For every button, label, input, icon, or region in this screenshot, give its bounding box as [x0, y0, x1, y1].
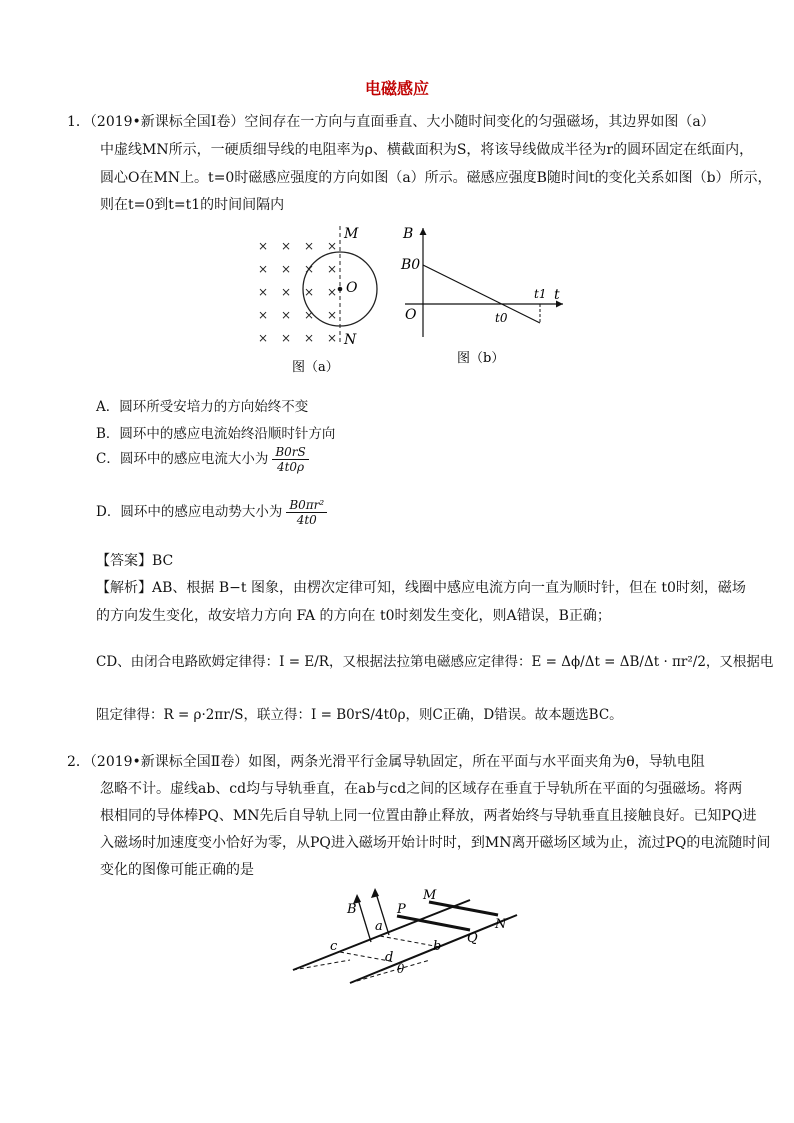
- label-n: N: [495, 917, 507, 932]
- field-cross: ×: [258, 331, 269, 345]
- q1-option-b: B．圆环中的感应电流始终沿顺时针方向: [96, 426, 336, 442]
- ref-left: [293, 960, 350, 970]
- label-p: P: [397, 902, 406, 917]
- figure-a: [250, 222, 380, 377]
- field-cross: ×: [304, 239, 315, 253]
- q2-line-2: 忽略不计。虚线ab、cd均与导轨垂直，在ab与cd之间的区域存在垂直于导轨所在平面的匀强磁场。将两: [100, 781, 743, 797]
- q1-line-2: 中虚线MN所示，一硬质细导线的电阻率为ρ、横截面积为S，将该导线做成半径为r的圆环固定在纸面内，: [100, 142, 754, 158]
- q1-line-4: 则在t=0到t=t1的时间间隔内: [100, 197, 285, 213]
- label-theta: θ: [397, 962, 405, 976]
- q2-line-5: 变化的图像可能正确的是: [100, 862, 254, 878]
- field-arrow-1: [357, 896, 371, 942]
- field-cross: ×: [281, 262, 292, 276]
- label-t0: t0: [495, 311, 508, 325]
- field-cross: ×: [327, 262, 338, 276]
- label-t1: t1: [534, 287, 547, 301]
- label-o: O: [346, 280, 358, 296]
- label-d: d: [385, 950, 394, 965]
- center-point: [338, 287, 343, 292]
- field-cross: ×: [258, 308, 269, 322]
- field-cross: ×: [304, 285, 315, 299]
- label-n: N: [344, 332, 357, 348]
- label-a: a: [375, 919, 383, 934]
- field-cross: ×: [281, 331, 292, 345]
- label-m: M: [423, 888, 437, 903]
- field-cross: ×: [327, 308, 338, 322]
- q1-analysis-4: 阻定律得：R = ρ·2πr/S，联立得：I = B0rS/4t0ρ，则C正确，D错误。故本题选BC。: [96, 707, 623, 723]
- field-cross: ×: [304, 331, 315, 345]
- q1-answer: 【答案】BC: [96, 553, 174, 569]
- q1-option-c: [96, 445, 309, 474]
- option-c-denominator: 4t0ρ: [276, 460, 305, 474]
- field-cross: ×: [304, 308, 315, 322]
- field-cross: ×: [258, 262, 269, 276]
- label-q: Q: [467, 931, 478, 946]
- q1-line-3: 圆心O在MN上。t=0时磁感应强度的方向如图（a）所示。磁感应强度B随时间t的变化关系如图（b）所示，: [100, 170, 772, 186]
- field-cross: ×: [258, 285, 269, 299]
- q1-option-a: A．圆环所受安培力的方向始终不变: [96, 399, 309, 415]
- option-d-numerator: B0πr²: [286, 498, 327, 513]
- figure-b: [395, 222, 570, 372]
- caption-b: 图（b）: [457, 351, 505, 366]
- q1-analysis-1: 【解析】AB、根据 B−t 图象，由楞次定律可知，线圈中感应电流方向一直为顺时针，但在 t0时刻，磁场: [96, 580, 746, 596]
- option-d-fraction: [286, 498, 327, 527]
- label-m: M: [344, 226, 359, 242]
- field-cross: ×: [281, 285, 292, 299]
- field-cross: ×: [304, 262, 315, 276]
- field-cross: ×: [327, 239, 338, 253]
- label-b: B: [403, 226, 414, 242]
- label-b: B: [347, 902, 357, 917]
- field-cross: ×: [327, 331, 338, 345]
- label-o: O: [405, 307, 417, 323]
- field-cross: ×: [327, 285, 338, 299]
- option-c-text: C．圆环中的感应电流大小为: [96, 451, 269, 467]
- q1-option-d: [96, 498, 327, 527]
- q1-line-1: 1．（2019•新课标全国Ⅰ卷）空间存在一方向与直面垂直、大小随时间变化的匀强磁场，其边界如图（a）: [67, 114, 715, 130]
- q2-line-3: 根相同的导体棒PQ、MN先后自导轨上同一位置由静止释放，两者始终与导轨垂直且接触良好。已知PQ进: [100, 808, 757, 824]
- option-c-fraction: [272, 445, 308, 474]
- label-c: c: [330, 939, 338, 954]
- page-title: 电磁感应: [364, 79, 429, 98]
- q1-analysis-3: CD、由闭合电路欧姆定律得：I = E/R，又根据法拉第电磁感应定律得：E = Δϕ/Δt = ΔB/Δt · πr²/2，又根据电: [96, 654, 774, 670]
- q2-line-4: 入磁场时加速度变小恰好为零，从PQ进入磁场开始计时时，到MN离开磁场区域为止，流过PQ的电流随时间: [100, 835, 771, 851]
- option-d-text: D．圆环中的感应电动势大小为: [96, 504, 283, 520]
- q1-analysis-2: 的方向发生变化，故安培力方向 FA 的方向在 t0时刻发生变化，则A错误，B正确；: [96, 608, 611, 624]
- bar-pq: [397, 916, 470, 930]
- b-line: [423, 265, 540, 323]
- field-cross: ×: [281, 308, 292, 322]
- field-cross: ×: [281, 239, 292, 253]
- label-b-point: b: [433, 939, 442, 954]
- q2-rail-figure: [285, 880, 525, 990]
- option-c-numerator: B0rS: [272, 445, 308, 460]
- field-cross: ×: [258, 239, 269, 253]
- boundary-ab: [380, 936, 440, 947]
- caption-a: 图（a）: [292, 360, 339, 375]
- q2-line-1: 2．（2019•新课标全国Ⅱ卷）如图，两条光滑平行金属导轨固定，所在平面与水平面夹角为θ，导轨电阻: [67, 754, 705, 770]
- label-b0: B0: [401, 257, 421, 273]
- label-t: t: [554, 287, 560, 303]
- option-d-denominator: 4t0: [296, 513, 317, 527]
